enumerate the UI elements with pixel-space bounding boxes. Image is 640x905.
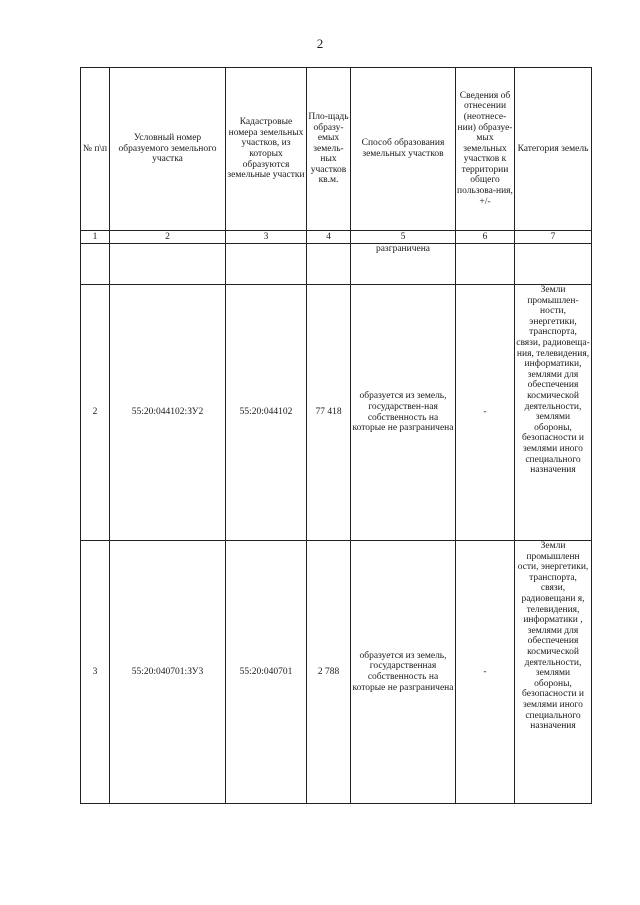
index-cell: 2 [81, 285, 110, 541]
land-plots-table [80, 67, 592, 804]
public-use-cell: - [456, 285, 515, 541]
cadastral-number-cell: 55:20:040701 [226, 541, 307, 804]
header-cell: № п\п [81, 68, 110, 231]
column-number-row [81, 231, 592, 244]
area-cell: 77 418 [307, 285, 351, 541]
table-cell [515, 244, 592, 285]
table-cell [456, 244, 515, 285]
method-cell: образуется из земель, государственная собственность на которые не разграничена [351, 541, 456, 804]
method-cell: разграничена [351, 244, 456, 285]
cadastral-number-cell: 55:20:044102 [226, 285, 307, 541]
index-cell: 3 [81, 541, 110, 804]
header-cell: Пло-щадь образу-емых земель-ных участков кв.м. [307, 68, 351, 231]
conditional-number-cell: 55:20:044102:ЗУ2 [110, 285, 226, 541]
table-header-row [81, 68, 592, 231]
conditional-number-cell: 55:20:040701:ЗУ3 [110, 541, 226, 804]
table-cell [307, 244, 351, 285]
column-number: 6 [456, 231, 515, 244]
column-number: 5 [351, 231, 456, 244]
header-cell: Кадастровые номера земельных участков, из которых образуются земельные участки [226, 68, 307, 231]
column-number: 4 [307, 231, 351, 244]
table-cell [81, 244, 110, 285]
page-number: 2 [316, 36, 324, 51]
column-number: 1 [81, 231, 110, 244]
column-number: 3 [226, 231, 307, 244]
header-cell: Способ образования земельных участков [351, 68, 456, 231]
continuation-row [81, 244, 592, 285]
category-cell: Земли промышленн ости, энергетики, транспорта, связи, радиовещани я, телевидения, информатики , землями для обеспечения космической деятельности, землями обороны, безопасности и землями иного специального назначения [515, 541, 592, 804]
table-row [81, 285, 592, 541]
table-cell [226, 244, 307, 285]
public-use-cell: - [456, 541, 515, 804]
table-cell [110, 244, 226, 285]
header-cell: Условный номер образуемого земельного участка [110, 68, 226, 231]
header-cell: Категория земель [515, 68, 592, 231]
column-number: 7 [515, 231, 592, 244]
column-number: 2 [110, 231, 226, 244]
category-cell: Земли промышлен-ности, энергетики, транспорта, связи, радиовеща-ния, телевидения, информатики, землями для обеспечения космической деятельности, землями обороны, безопасности и землями иного специального назначения [515, 285, 592, 541]
header-cell: Сведения об отнесении (неотнесе-нии) образуе-мых земельных участков к территории общего пользова-ния, +/- [456, 68, 515, 231]
area-cell: 2 788 [307, 541, 351, 804]
method-cell: образуется из земель, государствен-ная собственность на которые не разграничена [351, 285, 456, 541]
table-row [81, 541, 592, 804]
